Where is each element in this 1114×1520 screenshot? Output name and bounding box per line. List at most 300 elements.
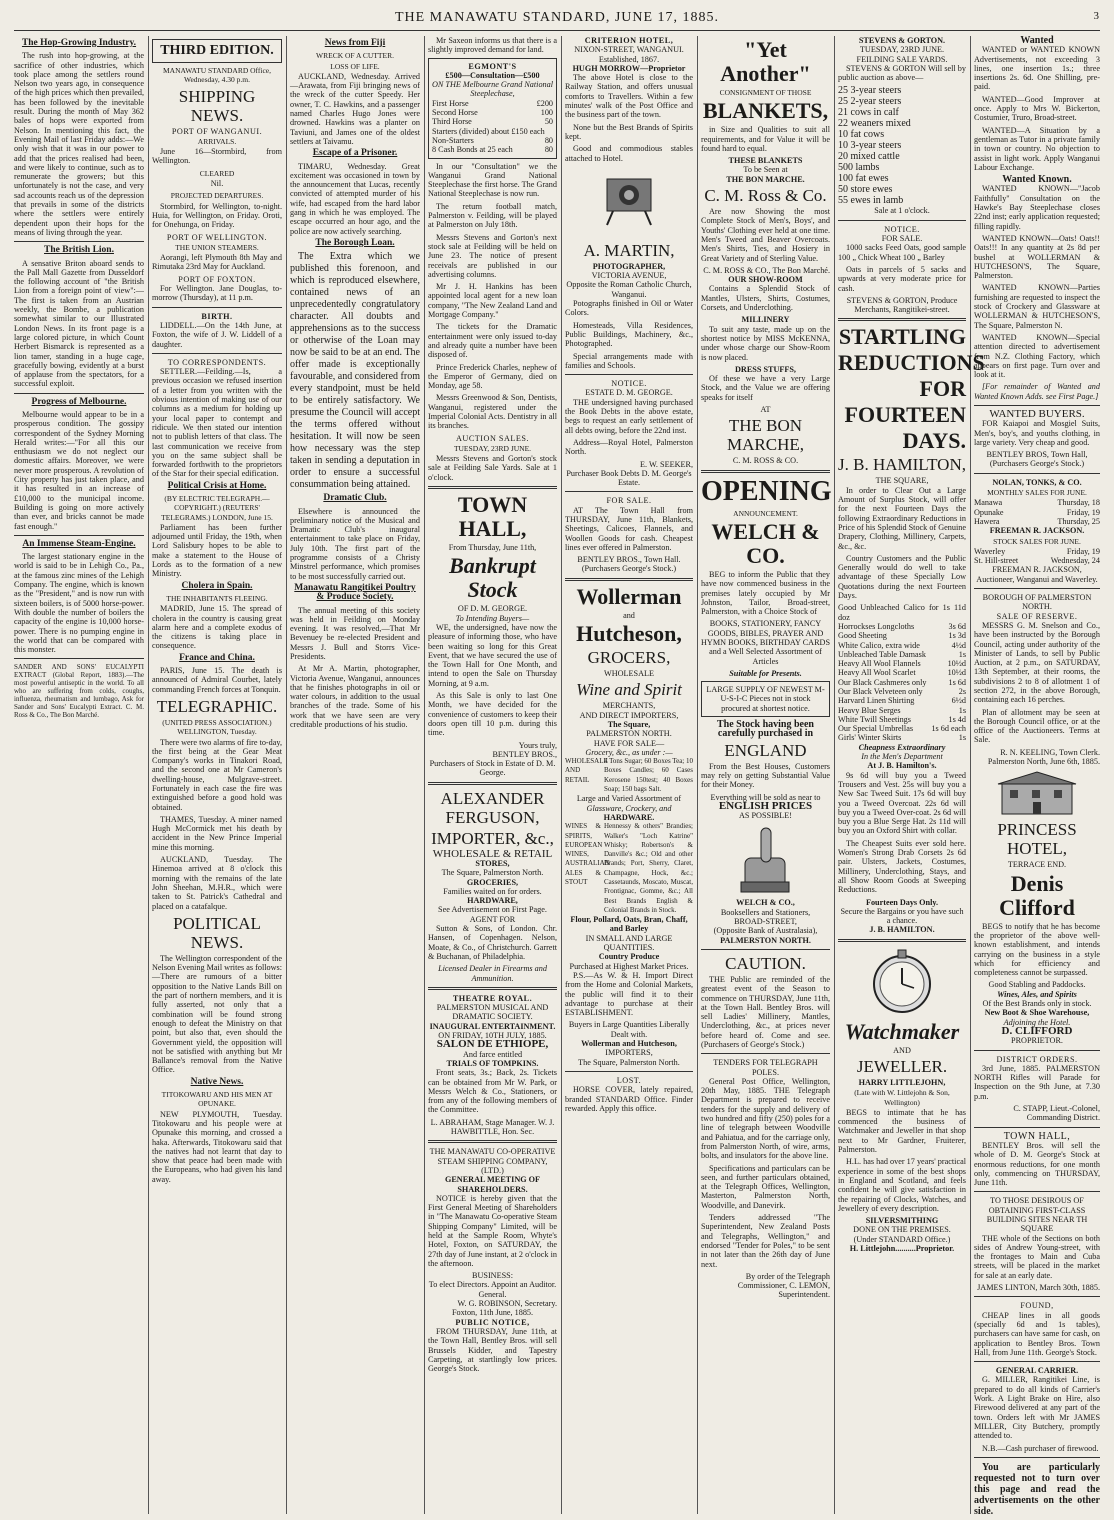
- row-value: 3s 6d: [948, 621, 966, 631]
- list-row: [838, 641, 966, 650]
- list-row: [838, 706, 966, 715]
- ad-line: REDUCTIONS: [838, 350, 985, 376]
- advertisement-text: Sutton & Sons, of London. Chr. Hansen, of Copenhagen. Nelson, Moate, & Co., of Christchurch. Garrett & Buchanan, of Philadelphia.: [428, 924, 557, 961]
- ad-line: PALMERSTON MUSICAL AND DRAMATIC SOCIETY.: [436, 1003, 549, 1022]
- article-heading: Escape of a Prisoner.: [312, 148, 398, 159]
- advertisement-text: H.L. has had over 17 years' practical experience in some of the best shops in England and Scotland, and feels confident he will give satisfaction in the repairing of Clocks, Watches, and Jewellery of every description.: [838, 1157, 966, 1213]
- sub-heading: CONSIGNMENT OF THOSE: [719, 88, 812, 97]
- ad-line: and: [623, 610, 635, 620]
- ad-line: Cheapness Extraordinary: [858, 742, 946, 752]
- advertisement-text: CHEAP lines in all goods (specially 6d and 1s tables), purchasers can have same for cash, on application to Bentley Bros. Town Hall, from June 11th. George's Stock.: [974, 1310, 1100, 1357]
- article-text: The annual meeting of this society was held in Feilding on Monday evening. It was resolved,—That Mr Bevenuey be re-elected President and Messrs J. Bull and Storrs Vice-Presidents.: [290, 605, 420, 661]
- list-row: [432, 136, 553, 145]
- column-7: [838, 36, 985, 1514]
- ad-line: C. M. ROSS & CO.: [732, 456, 799, 466]
- row-value: 80: [544, 145, 553, 155]
- row-value: 1s: [958, 733, 966, 743]
- port-heading: PORT OF WANGANUI.: [171, 126, 263, 136]
- ad-line: THESE BLANKETS: [728, 156, 803, 166]
- advertisement-text: BEGS to intimate that he has commenced the business of Watchmaker and Jeweller in that shop next to Mr Gardner, Fruiterer, Palmerston.: [838, 1107, 966, 1155]
- sub-heading: WRECK OF A CUTTER.: [316, 51, 394, 61]
- row-value: 1s 4d: [948, 714, 966, 724]
- list-item: 500 lambs: [838, 162, 880, 174]
- music-box: LARGE SUPPLY OF NEWEST M-U-S-I-C Pieces not in stock procured at shortest notice.: [701, 681, 830, 717]
- list-row: [838, 696, 966, 705]
- ad-line: Glassware, Crockery, and: [586, 803, 672, 813]
- list-item: 21 cows in calf: [838, 107, 899, 119]
- ad-line: Established, 1867.: [598, 54, 660, 64]
- sub-heading: ARRIVALS.: [197, 136, 237, 146]
- article-text: June 16—Stormbird, from Wellington.: [152, 147, 282, 166]
- advertisement-text: BEG to inform the Public that they have now commenced business in the premises lately occupied by Mr Johnston, Tailor, Broad-street, Palmerston, with a Choice Stock of: [701, 569, 830, 617]
- row-value: 80: [544, 135, 553, 145]
- row-label: Unbleached Table Damask: [838, 649, 926, 659]
- ad-line: Booksellers and Stationers,: [720, 907, 811, 917]
- article-heading: Dramatic Club.: [323, 493, 387, 504]
- row-value: 1s 3d: [948, 631, 966, 641]
- list-row: [432, 99, 553, 108]
- column-3: [290, 36, 420, 1514]
- column-rule: [697, 36, 698, 1514]
- welch-heading: WELCH & CO.: [711, 518, 820, 568]
- row-label: Heavy Blue Serges: [838, 705, 901, 715]
- article-heading: The Hop-Growing Industry.: [21, 38, 137, 48]
- ad-line: Opposite the Roman Catholic Church, Wanganui.: [566, 280, 692, 299]
- ad-line: AT: [760, 405, 771, 415]
- sub-heading: TO CORRESPONDENTS.: [167, 357, 267, 367]
- ad-line: FEILDING SALE YARDS.: [856, 54, 948, 64]
- advertisement-text: Special arrangements made with families and Schools.: [565, 351, 693, 370]
- article-text: At Mr A. Martin, photographer, Victoria Avenue, Wanganui, announces that he finishes photographs in oil or water colours, in addition to the usual branches of the trade. Some of his work that we have seen are very creditable productions of his studio.: [290, 664, 420, 730]
- article-text: TIMARU, Wednesday. Great excitement was occasioned in town by the announcement that Lucas, recently convicted of attempted murder of his wife, had escaped from the hard labor gang in which he was employed. The escape occurred an hour ago, and the police are now actively searching.: [290, 161, 420, 236]
- advertisement-text: THE whole of the Sections on both sides of Andrew Young-street, with the frontages to Main and Cuba streets, will be placed in the market for sale at an early date.: [974, 1233, 1100, 1280]
- row-value: 50: [544, 117, 553, 127]
- advertisement-text: Country Customers and the Public Generally would do well to take advantage of these Specially Low Quotations during the next Fourteen Days.: [838, 553, 966, 601]
- advertisement-text: Good and commodious stables attached to Hotel.: [565, 144, 693, 163]
- advertisement-text: BEGS to notify that he has become the proprietor of the above well-known establishment, and intends carrying on the business in a style which for efficiency and completeness cannot be surpassed.: [974, 921, 1100, 978]
- ad-line: The Square, Palmerston North.: [441, 868, 544, 878]
- ad-line: PROPRIETOR.: [1011, 1036, 1063, 1046]
- advertisement-text: G. MILLER, Rangitikei Line, is prepared to do all kinds of Carrier's Work. A Light Brake on Hire, also Firewood delivered at any part of the town. Orders left with Mr JAMES MILLER, City Butchery, promptly attended to.: [974, 1375, 1100, 1441]
- ad-line: Wollerman and Hutcheson,: [581, 1039, 677, 1049]
- row-value: 1s: [958, 649, 966, 659]
- advertisement-text: [For remainder of Wanted and Wanted Known Adds. see First Page.]: [974, 382, 1100, 401]
- sub-heading: NOTICE.: [884, 224, 920, 234]
- article-heading: The Borough Loan.: [315, 237, 395, 248]
- ad-line: WHOLESALE AND RETAIL: [565, 757, 608, 784]
- ad-line: Buyers in Large Quantities Liberally Dealt with.: [568, 1020, 690, 1039]
- advertisement-text: THE Public are reminded of the greatest event of the Season to commence on THURSDAY, June 11th, at the Town Hall. Bentley Bros. will sell Ladies' Millinery, Mantles, Underclothing, &c., at prices never before heard of. Come and see. (Purchasers of George's Stock.): [701, 974, 830, 1049]
- article-text: The return football match, Palmerston v. Feilding, will be played at Palmerston on July 18th.: [428, 201, 557, 230]
- town-hall-heading: TOWN HALL,: [457, 492, 528, 542]
- ad-line: MILLINERY: [741, 315, 790, 325]
- ad-line: FOR SALE.: [881, 234, 923, 244]
- article-heading: France and China.: [179, 652, 255, 663]
- row-label: Good Sheeting: [838, 631, 887, 641]
- ad-line: Fourteen Days Only.: [865, 897, 939, 907]
- ad-line: BENTLEY BROS., Town Hall. (Purchasers George's Stock.): [577, 555, 681, 574]
- ad-line: At J. B. Hamilton's.: [867, 761, 937, 771]
- row-label: White Calico, extra wide: [838, 640, 920, 650]
- ad-line: Sale at 1 o'clock.: [874, 206, 930, 216]
- ad-line: STORES,: [475, 859, 510, 868]
- article-heading: News from Fiji: [324, 38, 386, 48]
- ross-heading: C. M. Ross & Co.: [704, 186, 827, 206]
- column-rule: [561, 36, 562, 1514]
- ad-line: Purchaser Book Debts D. M. George's Estate.: [566, 468, 692, 488]
- ad-line: And farce entitled: [462, 1049, 523, 1059]
- ad-line: PUBLIC NOTICE,: [455, 1317, 530, 1327]
- article-text: Mr J. H. Hankins has been appointed local agent for a new loan company, "The New Zealand Land and Mortgage Company.": [428, 282, 557, 320]
- ad-line: Secure the Bargains or you have such a chance.: [840, 906, 964, 926]
- ad-line: OUR SHOW-ROOM: [728, 275, 803, 285]
- sub-heading: NOTICE.: [611, 379, 647, 389]
- ad-line: WELCH & CO.,: [736, 898, 795, 908]
- ad-line: PHOTOGRAPHER,: [592, 261, 666, 271]
- article-heading: Progress of Melbourne.: [31, 396, 127, 407]
- article-text: PARIS, June 15. The death is announced of Admiral Courbet, lately commanding French forces at Tonquin.: [152, 666, 282, 694]
- article-text: AUCKLAND, Wednesday. Arrived—Arawata, from Fiji bringing news of the wreck of the cutter Speedy. Her owner, T. C. Hawkins, and a passenger named Charles Hugo Jones were drowned. Hawkins was a planter on Taviuni, and James one of the oldest settlers at Taivamu.: [290, 71, 420, 146]
- column-rule: [148, 36, 149, 1514]
- ad-line: C. STAPP, Lieut.-Colonel, Commanding District.: [1013, 1104, 1100, 1123]
- ad-line: (Under STANDARD Office.): [853, 1234, 951, 1244]
- row-value: 1s 6d: [948, 677, 966, 687]
- list-row: [838, 687, 966, 696]
- jackson-heading: FREEMAN R. JACKSON.: [989, 526, 1085, 536]
- egmont-sub: ON THE Melbourne Grand National Steeplechase,: [432, 80, 553, 99]
- sub-heading: THE UNION STEAMERS.: [175, 242, 259, 252]
- column-8: [974, 35, 1100, 1517]
- ad-line: Purchasers of Stock in Estate of D. M. George.: [429, 759, 556, 778]
- article-text: Mr Saxeon informs us that there is a slightly improved demand for land.: [428, 36, 557, 55]
- advertisement-text: Address—Royal Hotel, Palmerston North.: [565, 437, 693, 457]
- article-text: The Wellington correspondent of the Nelson Evening Mail writes as follows:—There are rumours of a bitter opposition to the Native Lands Bill on the part of northern members, and it is fully asserted, not only that a combination will be found strong enough to defeat the Ministry on that point, but also that, even should the Government yield, the opposition will not be satisfied with anything but Mr Ballance's removal from the Native Office.: [152, 953, 282, 1075]
- advertisement-text: To suit any taste, made up on the shortest notice by MISS McKENNA, under whose charge our Show-Room is now placed.: [701, 324, 830, 362]
- ad-line: L. ABRAHAM, Stage Manager. W. J. HAWBITTLE, Hon. Sec.: [430, 1117, 555, 1137]
- ad-line: R. N. KEELING, Town Clerk. Palmerston North, June 6th, 1885.: [987, 747, 1100, 767]
- row-label: Heavy All Wool Scarlet: [838, 668, 916, 678]
- ad-line: See Advertisement on First Page.: [438, 905, 547, 915]
- list-item: 10 fat cows: [838, 129, 885, 141]
- row-value: Friday, 19: [1066, 546, 1100, 556]
- article-heading: Cholera in Spain.: [181, 580, 253, 591]
- ad-line: JEWELLER.: [856, 1057, 948, 1076]
- advertisement-text: The above Hotel is close to the Railway Station, and offers unusual comforts to Travellers. Within a few minutes' walk of the Post Office and the business part of the town.: [565, 73, 693, 120]
- ad-line: WHOLESALE & RETAIL: [432, 847, 553, 860]
- row-label: Harvard Linen Shirting: [838, 696, 915, 706]
- row-label: Opunake: [974, 507, 1004, 517]
- stevens-gorton-heading: STEVENS & GORTON.: [858, 36, 946, 45]
- ad-line: New Boot & Shoe Warehouse,: [984, 1008, 1090, 1018]
- prize-list: [432, 99, 553, 155]
- ad-line: ENGLAND: [724, 740, 807, 760]
- sub-heading: (UNITED PRESS ASSOCIATION.) WELLINGTON, Tuesday.: [162, 717, 272, 737]
- article-text: There were two alarms of fire to-day, the first being at the Gear Meat Company's works in Tinakori Road, and the second one at Mr Cameron's dwelling-house, Mulgrave-street. Fortunately in each case the fire was extinguished before a good hold was obtained.: [152, 737, 282, 812]
- row-label: Waverley: [974, 546, 1006, 556]
- ad-line: In the Men's Department: [861, 752, 943, 762]
- advertisement-text: FROM THURSDAY, June 11th, at the Town Hall, Bentley Bros. will sell Brussels Kidder, and Tapestry Carpeting, at startlingly low prices. George's Stock.: [428, 1326, 557, 1374]
- sales-list: [974, 498, 1100, 526]
- sub-heading: SALE OF RESERVE.: [996, 611, 1078, 621]
- political-news-heading: POLITICAL NEWS.: [173, 913, 261, 952]
- ad-line: (Opposite Bank of Australasia),: [713, 926, 818, 936]
- ad-line: WINES & SPIRITS, EUROPEAN WINES, AUSTRALIAN ALES & STOUT: [565, 822, 610, 886]
- list-item: 50 store ewes: [838, 184, 893, 196]
- list-row: [838, 603, 966, 622]
- advertisement-text: P.S.—As W. & H. Import Direct from the Home and Colonial Markets, the public will find it to their advantage to purchase at their ESTABLISHMENT.: [565, 970, 693, 1018]
- row-label: Heavy All Wool Flannels: [838, 659, 921, 669]
- row-label: Hawera: [974, 516, 1000, 526]
- ad-line: HARDWARE.: [603, 812, 655, 822]
- advertisement-text: NOTICE is hereby given that the First General Meeting of Shareholders in "The Manawatu Co-operative Steam Shipping Company" Limited, will be held at the Sample Room, Whyte's Hotel, Foxton, on SATURDAY, the 27th day of June instant, at 2 o'clock in the afternoon.: [428, 1193, 557, 1268]
- advertisement-text: STEVENS & GORTON Will sell by public auction as above—: [838, 63, 966, 83]
- ad-line: By order of the Telegraph Commissioner, C. LEMON, Superintendent.: [737, 1271, 830, 1300]
- ad-line: NIXON-STREET, WANGANUI.: [574, 45, 684, 55]
- list-row: [432, 117, 553, 126]
- column-rule: [970, 36, 971, 1514]
- advertisement-text: BOOKS, STATIONERY, FANCY GOODS, BIBLES, PRAYER AND HYMN BOOKS, BIRTHDAY CARDS and a Well Selected Assortment of Articles: [701, 619, 831, 666]
- ad-line: THE BON MARCHE,: [727, 416, 804, 455]
- list-row: [838, 668, 966, 677]
- pointing-hand-illustration: [731, 824, 801, 894]
- ad-line: THE SQUARE,: [875, 476, 929, 486]
- ad-line: AGENT FOR: [469, 914, 516, 924]
- advertisement-text: MESSRS G. M. Snelson and Co., have been instructed by the Borough Council, acting under authority of the Minister of Lands, to sell by Public Auction, at 2 p.m., on SATURDAY, 13th September, at their rooms, the subdivisions 2 to 8 of allotment 1 of section 272, in the above Borough, containing each 16 perches.: [974, 620, 1100, 705]
- article-text: Messrs Stevens and Gorton's next stock sale at Feilding will be held on June 23. The notice of present receivals are published in our advertising columns.: [428, 232, 557, 279]
- pocket-watch-illustration: [862, 946, 942, 1016]
- watchmaker-heading: Watchmaker: [844, 1018, 960, 1044]
- ad-line: BENTLEY BROS.,: [492, 749, 557, 759]
- stock-list: [838, 85, 966, 206]
- ad-line: THE BON MARCHE.: [726, 174, 805, 184]
- list-row: [432, 127, 553, 136]
- ad-line: TUESDAY, 23RD JUNE.: [859, 45, 945, 55]
- ferguson-heading: ALEXANDER FERGUSON,: [440, 788, 545, 827]
- ad-line: E. W. SEEKER,: [640, 459, 693, 469]
- ad-line: GROCERIES,: [466, 877, 519, 887]
- article-text: Messrs Greenwood & Son, Dentists, Wanganui, registered under the Imperial Colonial Acts. Dentistry in all its branches.: [428, 393, 557, 431]
- article-heading: Manawatu Rangitikei Poultry & Produce Society.: [294, 582, 416, 603]
- article-text: Melbourne would appear to be in a prosperous condition. The gossipy correspondent of the Sydney Morning Herald writes:—"For all this our enthusiasm we do not neglect our domestic affairs. Moreover, we were never more prosperous. A revolution of City property has just taken place, and it has resulted in an increase of £10,000 to the municipal income. Building is going on more actively than ever, and bricks cannot be made fast enough.": [14, 409, 144, 531]
- ad-line: BROAD-STREET,: [734, 917, 797, 927]
- row-value: 1s: [958, 705, 966, 715]
- ad-line: Everything will be sold as near to: [710, 792, 821, 802]
- third-edition-heading: THIRD EDITION.: [152, 39, 282, 63]
- row-value: Thursday, 25: [1057, 516, 1100, 526]
- advertisement-text: Specifications and particulars can be seen, and further particulars obtained, at the Telegraph Offices, Wellington, Masterton, Palmerston North, Woodville, and Danevirk.: [701, 1163, 830, 1210]
- article-text: Elsewhere is announced the preliminary notice of the Musical and Dramatic Club's inaugural entertainment to take place on Friday, July 10th. The first part of the programme consists of a Christy Minstrel performance, which promises to be most successfully carried out.: [290, 506, 420, 581]
- hutcheson-heading: Hutcheson,: [576, 621, 682, 647]
- ad-line: AND DIRECT IMPORTERS,: [579, 710, 679, 720]
- advertisement-text: In order to Clear Out a Large Amount of Surplus Stock, will offer for the next Fourteen Days the following Extraordinary Reductions in Price of his Splendid Stock of Genuine Drapery, Clothing, Millinery, Carpets, &c., &c.: [838, 485, 966, 551]
- ad-line: ON FRIDAY, 10TH JULY, 1885.: [438, 1031, 547, 1041]
- wanted-buyers-heading: WANTED BUYERS.: [989, 407, 1085, 420]
- ad-line: Large and Varied Assortment of: [576, 794, 682, 804]
- sub-heading: ANNOUNCEMENT.: [733, 508, 798, 518]
- sub-heading: TITOKOWARU AND HIS MEN AT OPUNAKE.: [161, 1090, 273, 1109]
- article-text: In our "Consultation" we the Wanganui Grand National Steeplechase the first horse. The Grand National Steeplechase is now run.: [428, 161, 557, 199]
- row-label: White Twill Sheetings: [838, 714, 911, 724]
- row-label: Second Horse: [432, 108, 478, 118]
- editorial-text: The Extra which we published this forenoon, and which is reproduced elsewhere, contained news of an unprecedentedly congratulatory character. All doubts and apprehensions as to the success or otherwise of the Loan may now be said to be at an end. The offer made is exceptionally favourable, and considered from every standpoint, must be held to be entirely satisfactory. We presume the Council will accept the terms offered without hesitation. It will now be seen how necessary was the step taken in sending a deputation in order to ensure a successful consummation being attained.: [290, 251, 420, 491]
- advertisement-text: Tenders addressed "The Superintendent, New Zealand Posts and Telegraphs, Wellington," and endorsed "Tender for Poles," to be sent in not later than the 26th day of June next.: [701, 1213, 830, 1269]
- article-text: Messrs Stevens and Gorton's stock sale at Feilding Sale Yards. Sale at 1 o'clock.: [428, 454, 557, 482]
- ad-line: ESTATE D. M. GEORGE.: [585, 388, 673, 398]
- ad-line: The Square, Palmerston North.: [578, 1057, 680, 1067]
- page-number-right: 3: [1093, 10, 1100, 22]
- ad-line: THE MANAWATU CO-OPERATIVE STEAM SHIPPING COMPANY, (LTD.): [429, 1147, 556, 1175]
- ad-line: VICTORIA AVENUE,: [591, 271, 667, 281]
- article-heading: The British Lion.: [44, 245, 114, 256]
- row-value: 10½d: [947, 668, 966, 678]
- article-text: THAMES, Tuesday. A miner named Hugh McCormick met his death by accident in the New Prince Imperial mine this morning.: [152, 814, 282, 852]
- ad-line: The Square,: [607, 719, 651, 729]
- advertisement-text: Front seats, 3s.; Back, 2s. Tickets can be obtained from Mr W. Park, or Messrs Welch & Co., Stationers, or from any of the following members of the Committee.: [428, 1068, 557, 1115]
- sub-heading: AUCTION SALES.: [456, 433, 529, 443]
- advertisement-text: THE undersigned having purchased the Book Debts in the above estate, begs to request an early settlement of all debts owing, before the 22nd inst.: [565, 397, 693, 435]
- row-label: Horrockses Longcloths: [838, 621, 915, 631]
- masthead: [14, 6, 1100, 31]
- ad-line: Flour, Pollard, Oats, Bran, Chaff, and Barley: [570, 915, 688, 934]
- article-text: For Wellington. Jane Douglas, to-morrow (Thursday), at 11 p.m.: [152, 284, 282, 303]
- ad-line: PALMERSTON NORTH.: [720, 935, 811, 945]
- row-value: 100: [540, 108, 553, 118]
- ad-line: Yours truly,: [518, 740, 557, 750]
- row-label: Non-Starters: [432, 135, 474, 145]
- sub-heading: FOR SALE.: [606, 496, 652, 506]
- wanted-known-heading: Wanted Known.: [1002, 174, 1072, 186]
- list-row: [974, 498, 1100, 507]
- denis-clifford-heading: Denis Clifford: [999, 870, 1075, 920]
- advertisement-text: Are now Showing the most Complete Stock of Men's, Boys', and Youths' Clothing ever held at one time. Men's Tweed and Beaver Overcoats. Men's Shirts, Ties, and Hosiery in Great Variety and of Sterling Value.: [701, 207, 830, 263]
- article-text: MADRID, June 15. The spread of cholera in the country is causing great alarm here and a complete exodus of the citizens is taking place in consequence.: [152, 604, 282, 651]
- ad-line: Purchased at Highest Market Prices.: [569, 961, 689, 971]
- advertisement-text: HORSE COVER, lately repaired, branded STANDARD Office. Finder rewarded. Apply this office.: [565, 1085, 693, 1113]
- ad-line: H. Littlejohn..........Proprietor.: [849, 1244, 955, 1254]
- advertisement-text: WANTED or WANTED KNOWN Advertisements, not exceeding 3 lines, one insertion 1s.; three insertions 2s. 6d. One Shilling, pre-paid.: [974, 45, 1100, 92]
- list-row: [432, 108, 553, 117]
- article-text: NEW PLYMOUTH, Tuesday. Titokowaru and his people were at Opunake this morning, and crossed a haka. Afterwards, Titokowaru said that the natives had not learnt that day to show that peace had been made with the Europeans, who had given his land away.: [152, 1109, 282, 1184]
- advertisement-text: WANTED KNOWN—Special attention directed to advertisement from N.Z. Clothing Factory, which appears on first page. Turn over and look at it.: [974, 332, 1100, 380]
- sub-heading: (BY ELECTRIC TELEGRAPH.—COPYRIGHT.) (REUTERS' TELEGRAMS.) LONDON, June 15.: [161, 493, 273, 522]
- list-item: 55 ewes in lamb: [838, 195, 904, 207]
- advertisement-text: Homesteads, Villa Residences, Public Buildings, Machinery, &c., Photographed.: [565, 320, 693, 349]
- camera-illustration: [599, 167, 659, 237]
- advertisement-text: WANTED KNOWN—Parties furnishing are requested to inspect the stock of Crockery and Glassware at WOLLERMAN & HUTCHESON'S, The Square, Palmerston N.: [974, 283, 1100, 330]
- list-row: [838, 659, 966, 668]
- row-label: 8 Cash Bonds at 25 each: [432, 145, 513, 155]
- article-text: AUCKLAND, Tuesday. The Hinemoa arrived at 8 o'clock this morning with the remains of the late John Sheehan, M.H.R., which were taken to St. Patrick's Cathedral and placed on a catafalque.: [152, 855, 282, 911]
- ad-line: 4 Tons Sugar; 60 Boxes Tea; 10 Boxes Candles; 60 Cases Kerosene 150test; 40 Boxes Soap; 150 bags Salt.: [604, 757, 693, 794]
- sub-heading: DISTRICT ORDERS.: [996, 1054, 1078, 1064]
- row-label: Manawa: [974, 498, 1003, 508]
- caution-heading: CAUTION.: [725, 953, 806, 973]
- ad-line: JAMES LINTON, March 30th, 1885.: [977, 1283, 1100, 1293]
- advertisement-text: WANTED KNOWN—"Jacob Faithfully" Consultation on the Hawke's Bay Steeplechase closes 22nd inst; early application requested; filling rapidly.: [974, 184, 1100, 231]
- startling-heading: STARTLING: [838, 324, 966, 350]
- ad-line: The Stock having been carefully purchased in: [717, 719, 814, 740]
- article-heading: Native News.: [190, 1076, 244, 1087]
- ad-line: TO THOSE DESIROUS OF OBTAINING FIRST-CLASS BUILDING SITES NEAR TH SQUARE: [986, 1196, 1088, 1234]
- ad-line: AND: [893, 1045, 911, 1055]
- row-value: Friday, 19: [1066, 507, 1100, 517]
- article-text: A sensative Briton aboard sends to the Pall Mall Gazette from Dusseldorf the following account of "the British Lion from a foreign point of view":—The first is taken from an Austrian weekly, the Bombe, a publication somewhat similar to our Illustrated London News. In its front page is a large colored picture, in which Count Herbert Bismarck is represented as a lion tamer, standing in a huge cage, gracefully bowing, evidently at a burst of applause from the spectators, for a successful exploit.: [14, 258, 144, 389]
- ad-line: TENDERS FOR TELEGRAPH POLES.: [713, 1058, 818, 1077]
- port-heading: PORT OF FOXTON.: [178, 274, 256, 284]
- advertisement-text: As this Sale is only to last One Month, we have decided for the convenience of customers to keep their doors open till 10 p.m. during this time.: [428, 691, 557, 738]
- yet-another-heading: "Yet Another": [720, 37, 811, 86]
- article-text: Prince Frederick Charles, nephew of the Emperor of Germany, died on Monday, age 58.: [428, 362, 557, 391]
- sub-heading: MONTHLY SALES FOR JUNE.: [987, 488, 1087, 498]
- ad-line: HUGH MORROW—Proprietor: [572, 63, 686, 73]
- ad-line: Suitable for Presents.: [729, 668, 802, 678]
- article-text: The rush into hop-growing, at the sacrifice of other industries, which took place among the settlers round Nelson two years ago, in consequence of the high prices which then prevailed, has been followed by the inevitable result. During the month of May 362 bales of hops were exported from Nelson. In mentioning this fact, the Evening Mail of last Friday adds:—We only wish that it was in our power to add that the prices realised had been, and were likely to continue, such as to remunerate the growers; but this unfortunately is not the case, and very sad accounts reach us of the depression that prevails in some of the districts where the settlers were entirely dependent upon their hops for the means of living through the year.: [14, 51, 144, 237]
- list-row: [838, 650, 966, 659]
- borough-heading: BOROUGH OF PALMERSTON NORTH.: [982, 593, 1092, 612]
- closing-notice: You are particularly requested not to turn over this page and read the advertisements on the other side.: [974, 1461, 1100, 1517]
- ad-line: MERCHANTS,: [602, 701, 656, 711]
- article-text: Stormbird, for Wellington, to-night. Huia, for Wellington, on Friday. Oroti, for Onehunga, on Friday.: [152, 201, 282, 230]
- advertisement-text: 3rd June, 1885. PALMERSTON NORTH Rifles will Parade for Inspection on the 9th June, at 7.30 p.m.: [974, 1063, 1100, 1101]
- row-label: First Horse: [432, 98, 469, 108]
- advertisement-text: None but the Best Brands of Spirits kept.: [565, 122, 693, 141]
- article-text: The tickets for the Dramatic entertainment were only issued to-day and already quite a number have been disposed of.: [428, 322, 557, 360]
- nolan-tonks-heading: NOLAN, TONKS, & CO.: [992, 477, 1082, 487]
- criterion-heading: CRITERION HOTEL,: [584, 36, 674, 45]
- shipping-heading: SHIPPING NEWS.: [178, 86, 256, 125]
- edition-sub: MANAWATU STANDARD Office, Wednesday, 4.30 p.m.: [162, 66, 272, 85]
- column-2: [152, 36, 282, 1514]
- ad-line: INAUGURAL ENTERTAINMENT.: [429, 1021, 556, 1031]
- list-row: [838, 733, 966, 742]
- ad-line: From Thursday, June 11th,: [448, 543, 537, 553]
- town-hall-heading: TOWN HALL,: [1003, 1130, 1071, 1142]
- general-carrier-heading: GENERAL CARRIER.: [995, 1366, 1079, 1376]
- ad-line: AS POSSIBLE!: [738, 811, 792, 821]
- ad-line: DRESS STUFFS,: [735, 364, 796, 374]
- list-row: [838, 622, 966, 631]
- advertisement-text: Plan of allotment may be seen at the Borough Council office, or at the office of the Auctioneers. Terms at Sale.: [974, 707, 1100, 745]
- advertisement-text: General Post Office, Wellington, 20th May, 1885. THE Telegraph Department is prepared to receive tenders for the supply and delivery of two hundred and fifty (250) poles for a line of telegraph between Woodville and Pahiatua, and for the carriage only, from Palmerston North, of wire, arms, bolts, and insulators for the above line.: [701, 1076, 830, 1161]
- sub-heading: (Late with W. Littlejohn & Son, Wellington): [854, 1088, 950, 1107]
- ad-line: Of the Best Brands only in stock.: [982, 999, 1092, 1009]
- list-item: 100 fat ewes: [838, 173, 889, 185]
- sub-heading: LOSS OF LIFE.: [330, 61, 380, 71]
- ad-line: FOURTEEN: [844, 402, 966, 428]
- list-row: [974, 556, 1100, 565]
- row-label: Girls' Winter Skirts: [838, 733, 902, 743]
- ad-line: ENGLISH PRICES: [718, 799, 813, 812]
- ad-line: SALON DE ETHIOPE,: [436, 1038, 549, 1051]
- sales-list: [974, 547, 1100, 566]
- ad-line: FOR: [919, 376, 966, 402]
- advertisement-text: 9s 6d will buy you a Tweed Trousers and Vest. 25s will buy you a New Sac Tweed Suit. 17s 6d will buy you a Tweed Overcoat. 22s 6d will buy you a Tweed Over-coat. 2s 6d will buy you a Blue Serge Hat. 2s 11d will buy you an Oxford Shirt with collar.: [838, 770, 966, 836]
- port-heading: PORT OF WELLINGTON.: [166, 232, 268, 242]
- advertisement-text: From the Best Houses, Customers may rely on getting Substantial Value for their Money.: [701, 761, 830, 790]
- list-row: [838, 631, 966, 640]
- row-label: Our Black Velveteen only: [838, 686, 923, 696]
- ad-line: To be Seen at: [743, 165, 788, 175]
- ad-line: Good Stabling and Paddocks.: [988, 980, 1086, 990]
- ad-line: HARRY LITTLEJOHN,: [858, 1078, 946, 1087]
- advertisement-text: FOR Kaiapoi and Mosgiel Suits, Men's, boy's, and youths clothing, in large variety. Very cheap and good.: [974, 419, 1100, 447]
- ad-line: C. M. ROSS & CO., The Bon Marché.: [703, 265, 830, 275]
- ad-line: HAVE FOR SALE—: [593, 738, 665, 748]
- wollerman-heading: Wollerman: [576, 583, 682, 609]
- wanted-heading: Wanted: [1020, 35, 1054, 46]
- sub-heading: FOUND,: [1020, 1301, 1054, 1311]
- sub-heading: PROJECTED DEPARTURES.: [170, 191, 264, 201]
